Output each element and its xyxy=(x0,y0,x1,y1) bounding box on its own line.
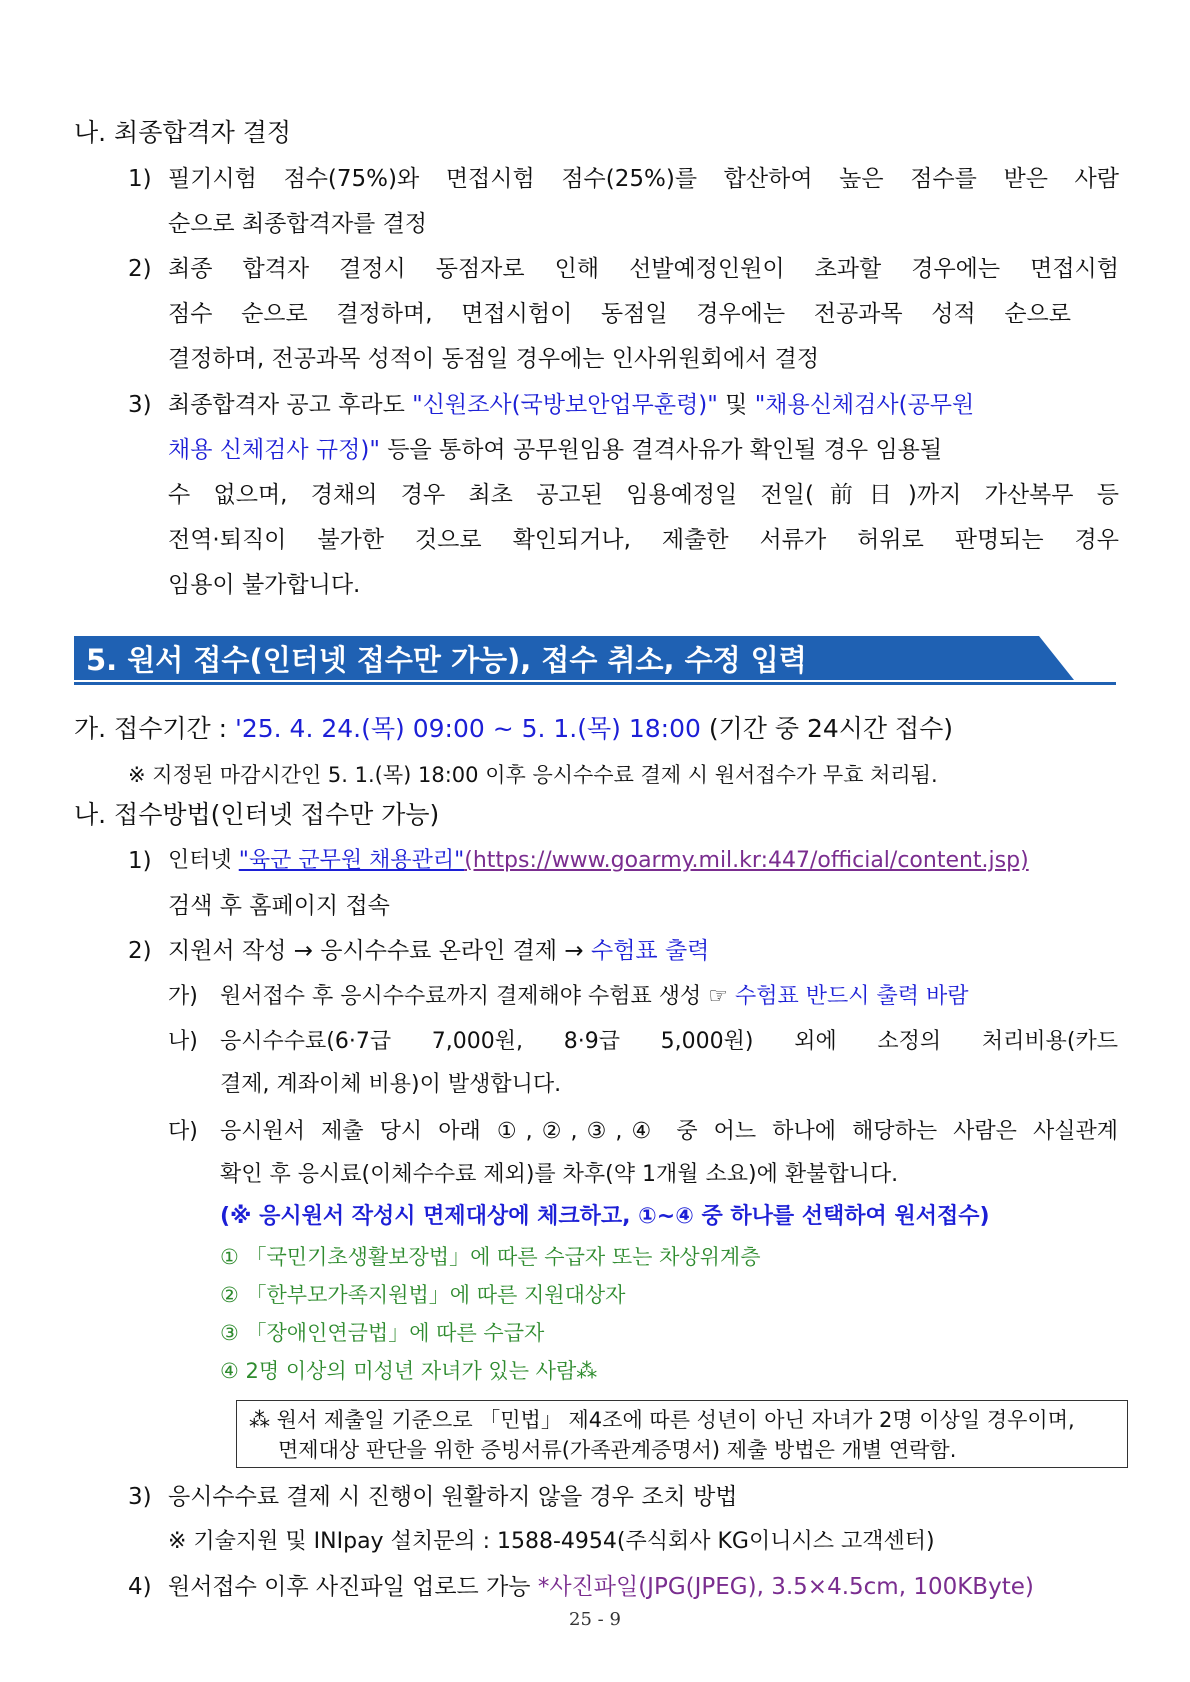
method-2-number: 2) xyxy=(128,938,152,964)
recruitment-url-link[interactable]: (https://www.goarmy.mil.kr:447/official/content.jsp) xyxy=(464,848,1029,873)
sub-na-line-1: 응시수수료(6·7급 7,000원, 8·9급 5,000원) 외에 소정의 처리비용(카드 xyxy=(220,1029,1118,1054)
method-2-text: 지원서 작성 → 응시수수료 온라인 결제 → xyxy=(168,938,591,964)
item-2-number: 2) xyxy=(128,256,152,282)
final-heading: 나. 최종합격자 결정 xyxy=(74,118,292,147)
method-3-number: 3) xyxy=(128,1484,152,1510)
sub-na-line-2: 결제, 계좌이체 비용)이 발생합니다. xyxy=(220,1072,562,1097)
item-3-text-e: 등을 통하여 공무원임용 결격사유가 확인될 경우 임용될 xyxy=(379,437,943,463)
period-value: '25. 4. 24.(목) 09:00 ~ 5. 1.(목) 18:00 xyxy=(234,714,701,743)
admission-ticket-print: 수험표 출력 xyxy=(591,938,710,964)
item-2-line-1: 최종 합격자 결정시 동점자로 인해 선발예정인원이 초과할 경우에는 면접시험 xyxy=(168,256,1119,282)
recruitment-site-link[interactable]: "육군 군무원 채용관리" xyxy=(238,848,465,873)
page-number: 25 - 9 xyxy=(569,1609,621,1630)
period-label: 가. 접수기간 : xyxy=(74,714,235,743)
period-suffix: (기간 중 24시간 접수) xyxy=(700,714,954,743)
section-title: 5. 원서 접수(인터넷 접수만 가능), 접수 취소, 수정 입력 xyxy=(86,643,807,677)
physical-exam-term-cont: 채용 신체검사 규정)" xyxy=(168,437,380,463)
item-2-line-3: 결정하며, 전공과목 성적이 동점일 경우에는 인사위원회에서 결정 xyxy=(168,346,820,372)
section-banner xyxy=(74,636,1116,686)
print-required-note: 수험표 반드시 출력 바람 xyxy=(734,984,969,1009)
item-3-number: 3) xyxy=(128,392,152,418)
sub-da-number: 다) xyxy=(168,1119,198,1144)
criteria-2: ② 「한부모가족지원법」에 따른 지원대상자 xyxy=(220,1283,626,1307)
footnote-line-2: 면제대상 판단을 위한 증빙서류(가족관계증명서) 제출 방법은 개별 연락함. xyxy=(278,1438,957,1462)
sub-da-line-2: 확인 후 응시료(이체수수료 제외)를 차후(약 1개월 소요)에 환불합니다. xyxy=(220,1162,899,1187)
item-3-line-1 xyxy=(168,390,974,420)
item-1-number: 1) xyxy=(128,166,152,192)
security-check-term: "신원조사(국방보안업무훈령)" xyxy=(412,392,718,418)
method-3-line-1: 응시수수료 결제 시 진행이 원활하지 않을 경우 조치 방법 xyxy=(168,1484,738,1510)
method-1-line-2: 검색 후 홈페이지 접속 xyxy=(168,893,390,919)
method-4-line xyxy=(168,1572,1034,1602)
criteria-4: ④ 2명 이상의 미성년 자녀가 있는 사람⁂ xyxy=(220,1359,598,1383)
method-4-text: 원서접수 이후 사진파일 업로드 가능 xyxy=(168,1574,538,1600)
exemption-instruction: (※ 응시원서 작성시 면제대상에 체크하고, ①~④ 중 하나를 선택하여 원서접수) xyxy=(220,1204,990,1229)
item-3-text-c: 및 xyxy=(717,392,755,418)
footnote-line-1: ⁂ 원서 제출일 기준으로 「민법」 제4조에 따른 성년이 아닌 자녀가 2명 이상일 경우이며, xyxy=(249,1408,1075,1432)
sub-na-number: 나) xyxy=(168,1029,198,1054)
footnote-box xyxy=(236,1400,1128,1468)
item-3-line-3: 수 없으며, 경채의 경우 최초 공고된 임용예정일 전일(前日)까지 가산복무 등 xyxy=(168,482,1119,508)
period-note: ※ 지정된 마감시간인 5. 1.(목) 18:00 이후 응시수수료 결제 시 원서접수가 무효 처리됨. xyxy=(128,763,938,787)
item-1-line-2: 순으로 최종합격자를 결정 xyxy=(168,211,428,237)
item-1-line-1: 필기시험 점수(75%)와 면접시험 점수(25%)를 합산하여 높은 점수를 받은 사람 xyxy=(168,166,1119,192)
item-3-line-4: 전역·퇴직이 불가한 것으로 확인되거나, 제출한 서류가 허위로 판명되는 경우 xyxy=(168,527,1119,553)
item-2-line-2: 점수 순으로 결정하며, 면접시험이 동점일 경우에는 전공과목 성적 순으로 xyxy=(168,301,1071,327)
tech-support-note: ※ 기술지원 및 INIpay 설치문의 : 1588-4954(주식회사 KG이니시스 고객센터) xyxy=(168,1529,935,1554)
photo-spec: *사진파일(JPG(JPEG), 3.5×4.5cm, 100KByte) xyxy=(537,1574,1034,1600)
method-2-line xyxy=(168,936,709,966)
method-4-number: 4) xyxy=(128,1574,152,1600)
method-1-line-1 xyxy=(168,846,1029,876)
item-3-text-a: 최종합격자 공고 후라도 xyxy=(168,392,413,418)
sub-ga-line xyxy=(220,982,968,1012)
item-3-line-5: 임용이 불가합니다. xyxy=(168,572,361,598)
item-3-line-2 xyxy=(168,435,942,465)
method-1-text: 인터넷 xyxy=(168,848,239,873)
period-line xyxy=(74,714,953,744)
method-1-number: 1) xyxy=(128,848,152,874)
sub-ga-text: 원서접수 후 응시수수료까지 결제해야 수험표 생성 ☞ xyxy=(220,984,735,1009)
criteria-3: ③ 「장애인연금법」에 따른 수급자 xyxy=(220,1321,545,1345)
sub-ga-number: 가) xyxy=(168,984,198,1009)
criteria-1: ① 「국민기초생활보장법」에 따른 수급자 또는 차상위계층 xyxy=(220,1245,761,1269)
method-heading: 나. 접수방법(인터넷 접수만 가능) xyxy=(74,800,440,829)
physical-exam-term: "채용신체검사(공무원 xyxy=(754,392,975,418)
sub-da-line-1: 응시원서 제출 당시 아래 ①,②,③,④ 중 어느 하나에 해당하는 사람은 사실관계 xyxy=(220,1119,1118,1144)
